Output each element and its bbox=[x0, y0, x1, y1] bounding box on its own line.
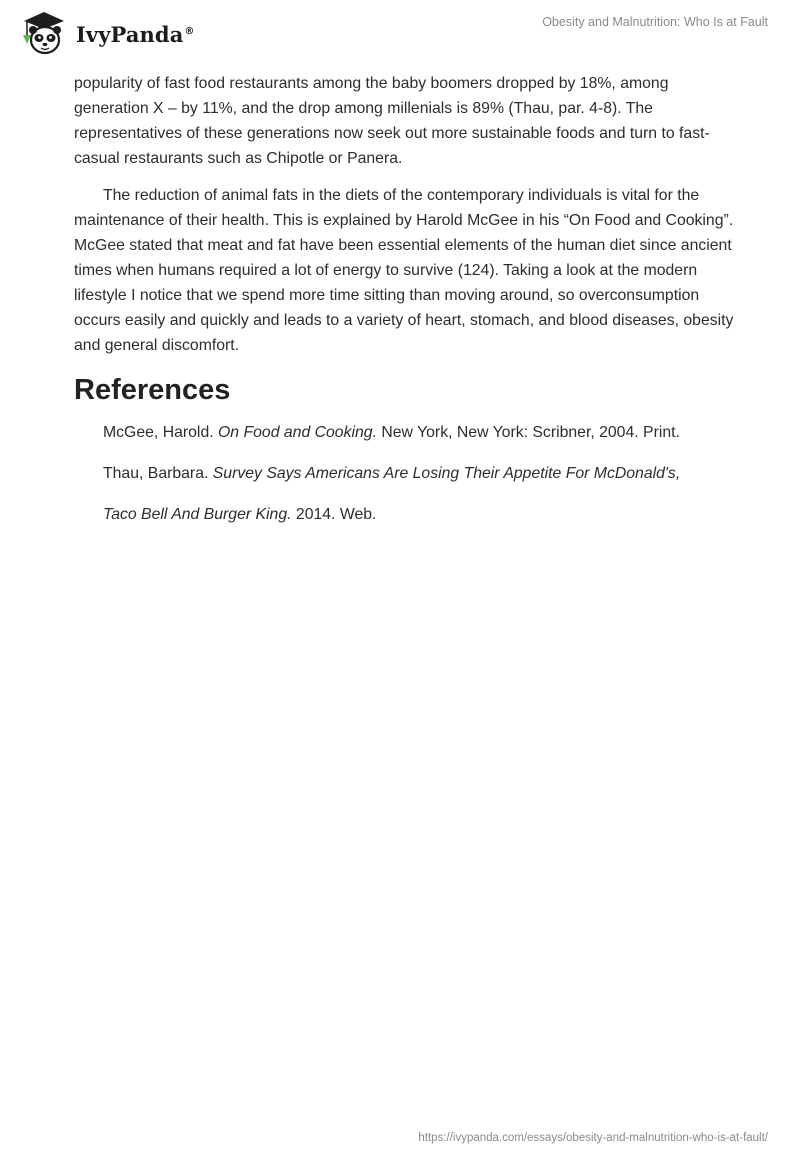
logo-wordmark: IvyPanda bbox=[76, 21, 184, 47]
reference-title: Survey Says Americans Are Losing Their Appetite For McDonald's, bbox=[212, 465, 681, 482]
source-url[interactable]: https://ivypanda.com/essays/obesity-and-malnutrition-who-is-at-fault/ bbox=[418, 1132, 768, 1144]
paragraph-1: popularity of fast food restaurants among the baby boomers dropped by 18%, among generation X – by 11%, and the drop among millenials is 89% (Thau, par. 4-8). The representatives of these generations now seek out more sustainable foods and turn to fast-casual restaurants such as Chipotle or Panera. bbox=[74, 75, 710, 167]
reference-author: Thau, Barbara. bbox=[103, 465, 209, 482]
reference-author: McGee, Harold. bbox=[103, 424, 214, 441]
reference-title: On Food and Cooking. bbox=[218, 424, 377, 441]
essay-content bbox=[74, 71, 734, 543]
logo-text bbox=[76, 22, 195, 47]
reference-publication: 2014. Web. bbox=[295, 506, 377, 523]
reference-item-continued bbox=[103, 502, 734, 527]
page-header bbox=[0, 0, 800, 70]
reference-item bbox=[103, 461, 734, 486]
ivypanda-logo[interactable] bbox=[14, 8, 195, 58]
registered-mark: ® bbox=[184, 25, 195, 37]
reference-publication: New York, New York: Scribner, 2004. Print. bbox=[381, 424, 680, 441]
references-heading: References bbox=[74, 374, 231, 406]
panda-graduate-icon bbox=[14, 8, 74, 58]
paragraph-2: The reduction of animal fats in the diets of the contemporary individuals is vital for the maintenance of their health. This is explained by Harold McGee in his “On Food and Cooking”. McGee stated that meat and fat have been essential elements of the human diet since ancient times when humans required a lot of energy to survive (124). Taking a look at the modern lifestyle I notice that we spend more time sitting than moving around, so overconsumption occurs easily and quickly and leads to a variety of heart, stomach, and blood diseases, obesity and general discomfort. bbox=[74, 187, 734, 354]
reference-item bbox=[103, 420, 734, 445]
running-title: Obesity and Malnutrition: Who Is at Fault bbox=[542, 15, 768, 29]
reference-title-continued: Taco Bell And Burger King. bbox=[103, 506, 292, 523]
